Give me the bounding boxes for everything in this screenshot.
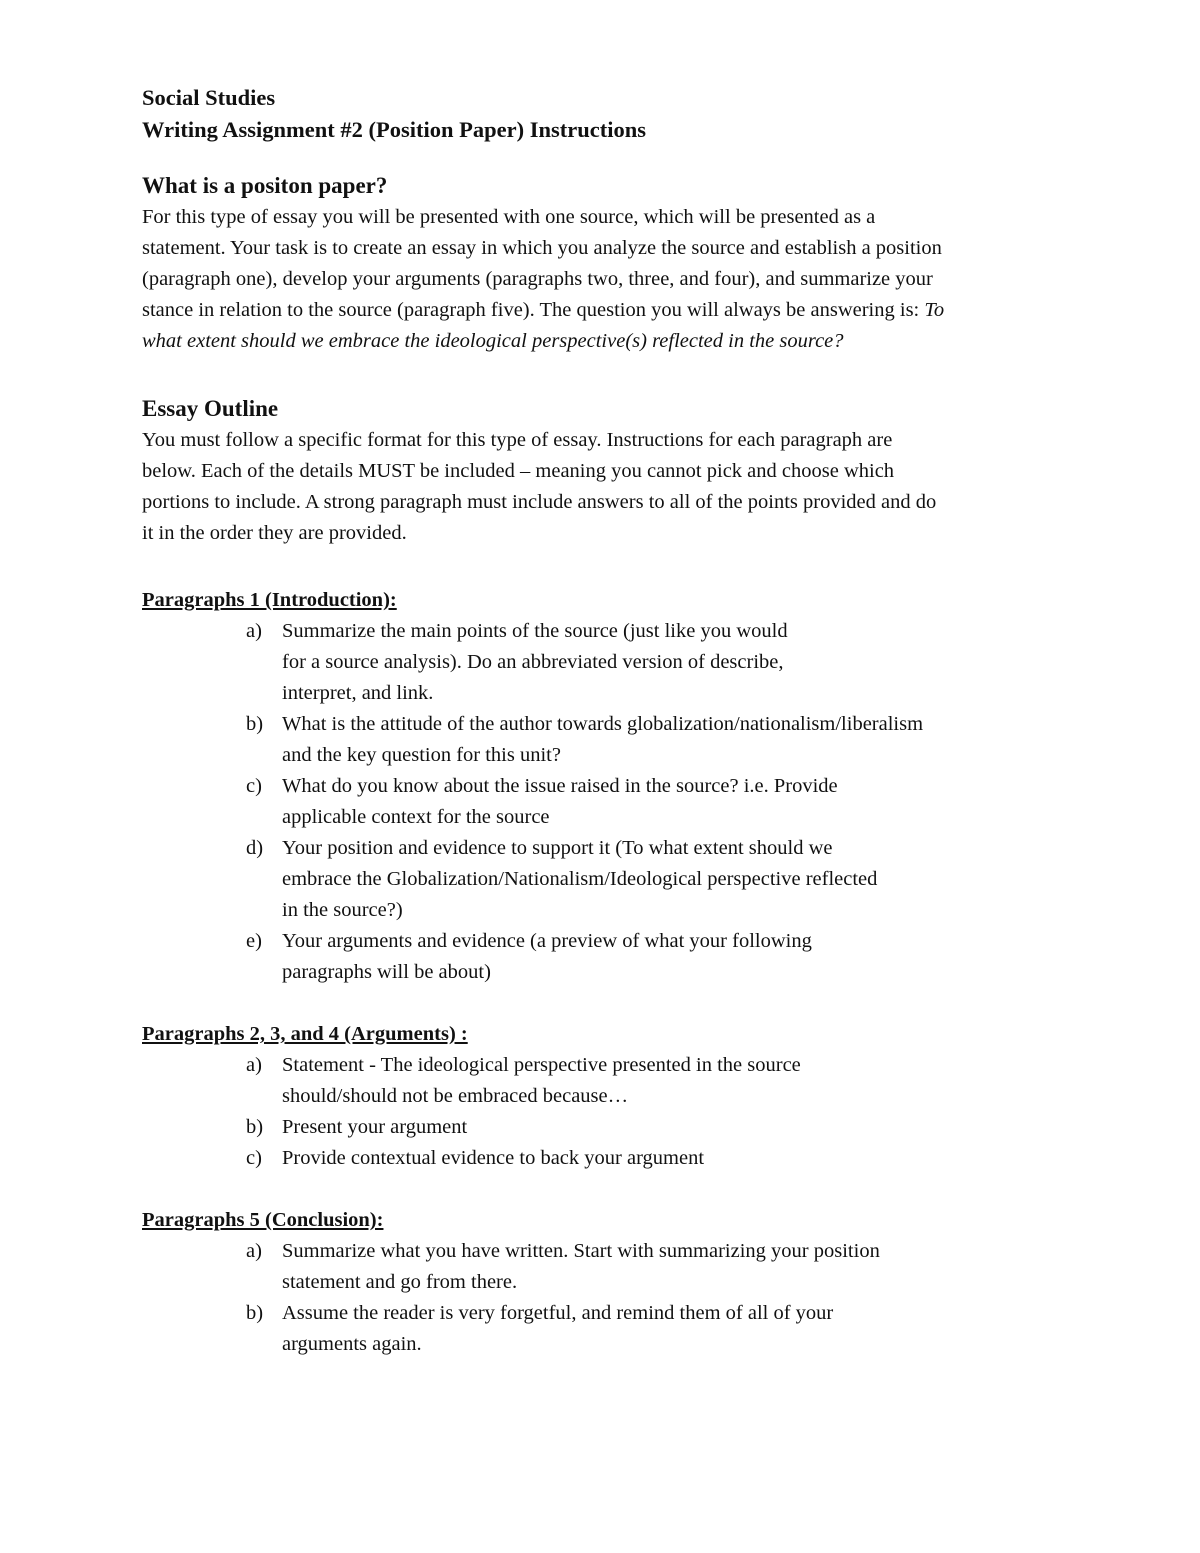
list-marker: c) bbox=[246, 775, 262, 797]
guiding-question: To what extent should we embrace the ideological perspective(s) reflected in the source? bbox=[142, 299, 945, 352]
list-marker: a) bbox=[246, 620, 262, 642]
list-item-text: Provide contextual evidence to back your argument bbox=[282, 1147, 705, 1169]
list-item bbox=[142, 833, 882, 926]
list-item-text: Your arguments and evidence (a preview of what your following paragraphs will be about) bbox=[282, 930, 812, 983]
what-is-body: For this type of essay you will be presented with one source, which will be presented as a statement. Your task is to create an essay in which you analyze the source and establish a position (paragraph one), develop your arguments (paragraphs two, three, and four), and summarize your stance in relation to the source (paragraph five). The question you will always be answering is: bbox=[142, 206, 942, 321]
subject-title: Social Studies bbox=[142, 85, 276, 110]
list-item bbox=[142, 616, 812, 709]
list-marker: b) bbox=[246, 1116, 264, 1138]
what-is-paragraph bbox=[142, 202, 947, 357]
list-item bbox=[142, 1143, 882, 1174]
section-heading-introduction: Paragraphs 1 (Introduction): bbox=[142, 589, 397, 611]
list-item-text: What is the attitude of the author towards globalization/nationalism/liberalism and the key question for this unit? bbox=[282, 713, 924, 766]
list-marker: b) bbox=[246, 1302, 264, 1324]
list-item-text: Present your argument bbox=[282, 1116, 468, 1138]
introduction-list bbox=[142, 616, 962, 988]
what-is-heading: What is a positon paper? bbox=[142, 173, 388, 198]
list-item bbox=[142, 1298, 922, 1360]
list-item-text: Summarize what you have written. Start with summarizing your position statement and go from there. bbox=[282, 1240, 880, 1293]
list-item-text: Statement - The ideological perspective presented in the source should/should not be embraced because… bbox=[282, 1054, 801, 1107]
list-item bbox=[142, 1050, 882, 1112]
outline-paragraph: You must follow a specific format for this type of essay. Instructions for each paragraph are below. Each of the details MUST be included – meaning you cannot pick and choose which portions to include. A strong paragraph must include answers to all of the points provided and do it in the order they are provided. bbox=[142, 429, 937, 544]
conclusion-list bbox=[142, 1236, 962, 1360]
list-item-text: Assume the reader is very forgetful, and remind them of all of your arguments again. bbox=[282, 1302, 834, 1355]
list-marker: e) bbox=[246, 930, 262, 952]
list-item-text: Your position and evidence to support it (To what extent should we embrace the Globalization/Nationalism/Ideological perspective reflected in the source?) bbox=[282, 837, 878, 921]
list-item bbox=[142, 771, 882, 833]
list-item bbox=[142, 709, 950, 771]
list-marker: a) bbox=[246, 1054, 262, 1076]
section-heading-conclusion: Paragraphs 5 (Conclusion): bbox=[142, 1209, 384, 1231]
list-item-text: What do you know about the issue raised in the source? i.e. Provide applicable context for the source bbox=[282, 775, 838, 828]
outline-heading: Essay Outline bbox=[142, 396, 279, 421]
list-item bbox=[142, 926, 882, 988]
list-item bbox=[142, 1112, 882, 1143]
assignment-title: Writing Assignment #2 (Position Paper) Instructions bbox=[142, 117, 646, 142]
list-item-text: Summarize the main points of the source (just like you would for a source analysis). Do an abbreviated version of describe, interpret, and link. bbox=[282, 620, 788, 704]
section-heading-arguments: Paragraphs 2, 3, and 4 (Arguments) : bbox=[142, 1023, 468, 1045]
list-marker: a) bbox=[246, 1240, 262, 1262]
document-page bbox=[142, 82, 962, 1360]
list-item bbox=[142, 1236, 892, 1298]
list-marker: c) bbox=[246, 1147, 262, 1169]
list-marker: d) bbox=[246, 837, 264, 859]
arguments-list bbox=[142, 1050, 962, 1174]
list-marker: b) bbox=[246, 713, 264, 735]
